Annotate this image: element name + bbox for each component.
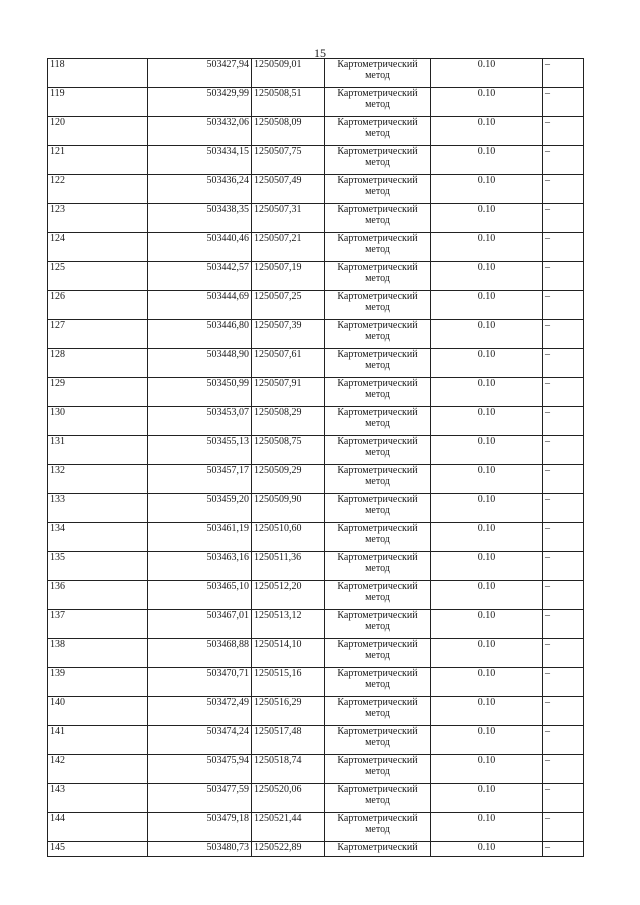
accuracy-cell: 0.10 (431, 639, 543, 668)
method-cell: Картометрический метод (325, 204, 431, 233)
point-number-cell: 144 (48, 813, 148, 842)
x-coordinate-cell: 503438,35 (148, 204, 252, 233)
x-coordinate-cell: 503461,19 (148, 523, 252, 552)
point-number-cell: 122 (48, 175, 148, 204)
x-coordinate-cell: 503459,20 (148, 494, 252, 523)
table-row (48, 755, 584, 784)
method-cell: Картометрический метод (325, 146, 431, 175)
note-cell: – (543, 378, 584, 407)
table-row (48, 233, 584, 262)
x-coordinate-cell: 503463,16 (148, 552, 252, 581)
point-number-cell: 132 (48, 465, 148, 494)
table-row (48, 378, 584, 407)
method-cell: Картометрический метод (325, 523, 431, 552)
point-number-cell: 118 (48, 59, 148, 88)
y-coordinate-cell: 1250515,16 (252, 668, 325, 697)
note-cell: – (543, 320, 584, 349)
note-cell: – (543, 436, 584, 465)
note-cell: – (543, 726, 584, 755)
point-number-cell: 136 (48, 581, 148, 610)
table-row (48, 784, 584, 813)
method-cell: Картометрический метод (325, 378, 431, 407)
note-cell: – (543, 465, 584, 494)
table-row (48, 552, 584, 581)
y-coordinate-cell: 1250509,29 (252, 465, 325, 494)
point-number-cell: 142 (48, 755, 148, 784)
y-coordinate-cell: 1250508,51 (252, 88, 325, 117)
note-cell: – (543, 784, 584, 813)
x-coordinate-cell: 503455,13 (148, 436, 252, 465)
method-cell: Картометрический метод (325, 407, 431, 436)
note-cell: – (543, 88, 584, 117)
note-cell: – (543, 175, 584, 204)
accuracy-cell: 0.10 (431, 813, 543, 842)
accuracy-cell: 0.10 (431, 59, 543, 88)
accuracy-cell: 0.10 (431, 842, 543, 857)
note-cell: – (543, 755, 584, 784)
x-coordinate-cell: 503479,18 (148, 813, 252, 842)
y-coordinate-cell: 1250509,01 (252, 59, 325, 88)
x-coordinate-cell: 503453,07 (148, 407, 252, 436)
x-coordinate-cell: 503468,88 (148, 639, 252, 668)
method-cell: Картометрический (325, 842, 431, 857)
accuracy-cell: 0.10 (431, 784, 543, 813)
accuracy-cell: 0.10 (431, 233, 543, 262)
method-cell: Картометрический метод (325, 552, 431, 581)
y-coordinate-cell: 1250507,49 (252, 175, 325, 204)
coordinates-table (47, 58, 584, 857)
note-cell: – (543, 842, 584, 857)
accuracy-cell: 0.10 (431, 581, 543, 610)
page-number: 15 (314, 46, 326, 60)
method-cell: Картометрический метод (325, 813, 431, 842)
x-coordinate-cell: 503442,57 (148, 262, 252, 291)
y-coordinate-cell: 1250507,39 (252, 320, 325, 349)
table-row (48, 494, 584, 523)
point-number-cell: 129 (48, 378, 148, 407)
note-cell: – (543, 697, 584, 726)
y-coordinate-cell: 1250512,20 (252, 581, 325, 610)
x-coordinate-cell: 503436,24 (148, 175, 252, 204)
note-cell: – (543, 117, 584, 146)
accuracy-cell: 0.10 (431, 726, 543, 755)
point-number-cell: 127 (48, 320, 148, 349)
table-row (48, 436, 584, 465)
note-cell: – (543, 59, 584, 88)
note-cell: – (543, 552, 584, 581)
x-coordinate-cell: 503434,15 (148, 146, 252, 175)
accuracy-cell: 0.10 (431, 175, 543, 204)
note-cell: – (543, 813, 584, 842)
y-coordinate-cell: 1250508,09 (252, 117, 325, 146)
method-cell: Картометрический метод (325, 494, 431, 523)
y-coordinate-cell: 1250521,44 (252, 813, 325, 842)
accuracy-cell: 0.10 (431, 610, 543, 639)
y-coordinate-cell: 1250507,31 (252, 204, 325, 233)
point-number-cell: 123 (48, 204, 148, 233)
table-row (48, 204, 584, 233)
method-cell: Картометрический метод (325, 697, 431, 726)
x-coordinate-cell: 503477,59 (148, 784, 252, 813)
accuracy-cell: 0.10 (431, 755, 543, 784)
point-number-cell: 140 (48, 697, 148, 726)
point-number-cell: 145 (48, 842, 148, 857)
table-row (48, 813, 584, 842)
table-row (48, 407, 584, 436)
table-row (48, 697, 584, 726)
accuracy-cell: 0.10 (431, 523, 543, 552)
x-coordinate-cell: 503472,49 (148, 697, 252, 726)
x-coordinate-cell: 503467,01 (148, 610, 252, 639)
note-cell: – (543, 204, 584, 233)
point-number-cell: 138 (48, 639, 148, 668)
table-row (48, 349, 584, 378)
method-cell: Картометрический метод (325, 349, 431, 378)
method-cell: Картометрический метод (325, 233, 431, 262)
y-coordinate-cell: 1250511,36 (252, 552, 325, 581)
method-cell: Картометрический метод (325, 175, 431, 204)
y-coordinate-cell: 1250520,06 (252, 784, 325, 813)
x-coordinate-cell: 503470,71 (148, 668, 252, 697)
y-coordinate-cell: 1250518,74 (252, 755, 325, 784)
table-row (48, 842, 584, 857)
accuracy-cell: 0.10 (431, 146, 543, 175)
accuracy-cell: 0.10 (431, 668, 543, 697)
table-row (48, 610, 584, 639)
accuracy-cell: 0.10 (431, 291, 543, 320)
note-cell: – (543, 407, 584, 436)
accuracy-cell: 0.10 (431, 349, 543, 378)
accuracy-cell: 0.10 (431, 117, 543, 146)
method-cell: Картометрический метод (325, 320, 431, 349)
table-row (48, 639, 584, 668)
point-number-cell: 126 (48, 291, 148, 320)
note-cell: – (543, 146, 584, 175)
note-cell: – (543, 523, 584, 552)
accuracy-cell: 0.10 (431, 436, 543, 465)
coordinates-table-body (48, 59, 584, 857)
method-cell: Картометрический метод (325, 581, 431, 610)
x-coordinate-cell: 503465,10 (148, 581, 252, 610)
table-row (48, 581, 584, 610)
y-coordinate-cell: 1250510,60 (252, 523, 325, 552)
accuracy-cell: 0.10 (431, 88, 543, 117)
x-coordinate-cell: 503450,99 (148, 378, 252, 407)
y-coordinate-cell: 1250514,10 (252, 639, 325, 668)
table-row (48, 117, 584, 146)
accuracy-cell: 0.10 (431, 204, 543, 233)
point-number-cell: 134 (48, 523, 148, 552)
y-coordinate-cell: 1250508,75 (252, 436, 325, 465)
method-cell: Картометрический метод (325, 639, 431, 668)
y-coordinate-cell: 1250517,48 (252, 726, 325, 755)
point-number-cell: 141 (48, 726, 148, 755)
method-cell: Картометрический метод (325, 262, 431, 291)
method-cell: Картометрический метод (325, 88, 431, 117)
note-cell: – (543, 262, 584, 291)
method-cell: Картометрический метод (325, 436, 431, 465)
x-coordinate-cell: 503474,24 (148, 726, 252, 755)
y-coordinate-cell: 1250516,29 (252, 697, 325, 726)
note-cell: – (543, 349, 584, 378)
point-number-cell: 124 (48, 233, 148, 262)
table-row (48, 726, 584, 755)
point-number-cell: 120 (48, 117, 148, 146)
method-cell: Картометрический метод (325, 59, 431, 88)
method-cell: Картометрический метод (325, 668, 431, 697)
method-cell: Картометрический метод (325, 726, 431, 755)
point-number-cell: 139 (48, 668, 148, 697)
note-cell: – (543, 581, 584, 610)
point-number-cell: 130 (48, 407, 148, 436)
accuracy-cell: 0.10 (431, 378, 543, 407)
method-cell: Картометрический метод (325, 755, 431, 784)
table-row (48, 146, 584, 175)
note-cell: – (543, 610, 584, 639)
point-number-cell: 135 (48, 552, 148, 581)
x-coordinate-cell: 503448,90 (148, 349, 252, 378)
y-coordinate-cell: 1250513,12 (252, 610, 325, 639)
y-coordinate-cell: 1250507,75 (252, 146, 325, 175)
accuracy-cell: 0.10 (431, 465, 543, 494)
accuracy-cell: 0.10 (431, 494, 543, 523)
y-coordinate-cell: 1250507,19 (252, 262, 325, 291)
table-row (48, 320, 584, 349)
note-cell: – (543, 639, 584, 668)
x-coordinate-cell: 503480,73 (148, 842, 252, 857)
point-number-cell: 131 (48, 436, 148, 465)
x-coordinate-cell: 503440,46 (148, 233, 252, 262)
y-coordinate-cell: 1250508,29 (252, 407, 325, 436)
y-coordinate-cell: 1250509,90 (252, 494, 325, 523)
note-cell: – (543, 494, 584, 523)
accuracy-cell: 0.10 (431, 697, 543, 726)
method-cell: Картометрический метод (325, 465, 431, 494)
point-number-cell: 137 (48, 610, 148, 639)
note-cell: – (543, 291, 584, 320)
accuracy-cell: 0.10 (431, 320, 543, 349)
accuracy-cell: 0.10 (431, 262, 543, 291)
table-row (48, 59, 584, 88)
accuracy-cell: 0.10 (431, 407, 543, 436)
point-number-cell: 133 (48, 494, 148, 523)
accuracy-cell: 0.10 (431, 552, 543, 581)
y-coordinate-cell: 1250507,61 (252, 349, 325, 378)
x-coordinate-cell: 503457,17 (148, 465, 252, 494)
table-row (48, 291, 584, 320)
point-number-cell: 121 (48, 146, 148, 175)
table-row (48, 175, 584, 204)
table-row (48, 523, 584, 552)
table-row (48, 668, 584, 697)
table-row (48, 88, 584, 117)
table-row (48, 262, 584, 291)
point-number-cell: 128 (48, 349, 148, 378)
x-coordinate-cell: 503432,06 (148, 117, 252, 146)
table-row (48, 465, 584, 494)
x-coordinate-cell: 503475,94 (148, 755, 252, 784)
method-cell: Картометрический метод (325, 610, 431, 639)
y-coordinate-cell: 1250522,89 (252, 842, 325, 857)
note-cell: – (543, 668, 584, 697)
note-cell: – (543, 233, 584, 262)
method-cell: Картометрический метод (325, 117, 431, 146)
y-coordinate-cell: 1250507,25 (252, 291, 325, 320)
point-number-cell: 119 (48, 88, 148, 117)
y-coordinate-cell: 1250507,21 (252, 233, 325, 262)
x-coordinate-cell: 503427,94 (148, 59, 252, 88)
x-coordinate-cell: 503444,69 (148, 291, 252, 320)
y-coordinate-cell: 1250507,91 (252, 378, 325, 407)
x-coordinate-cell: 503429,99 (148, 88, 252, 117)
point-number-cell: 143 (48, 784, 148, 813)
point-number-cell: 125 (48, 262, 148, 291)
method-cell: Картометрический метод (325, 784, 431, 813)
method-cell: Картометрический метод (325, 291, 431, 320)
x-coordinate-cell: 503446,80 (148, 320, 252, 349)
